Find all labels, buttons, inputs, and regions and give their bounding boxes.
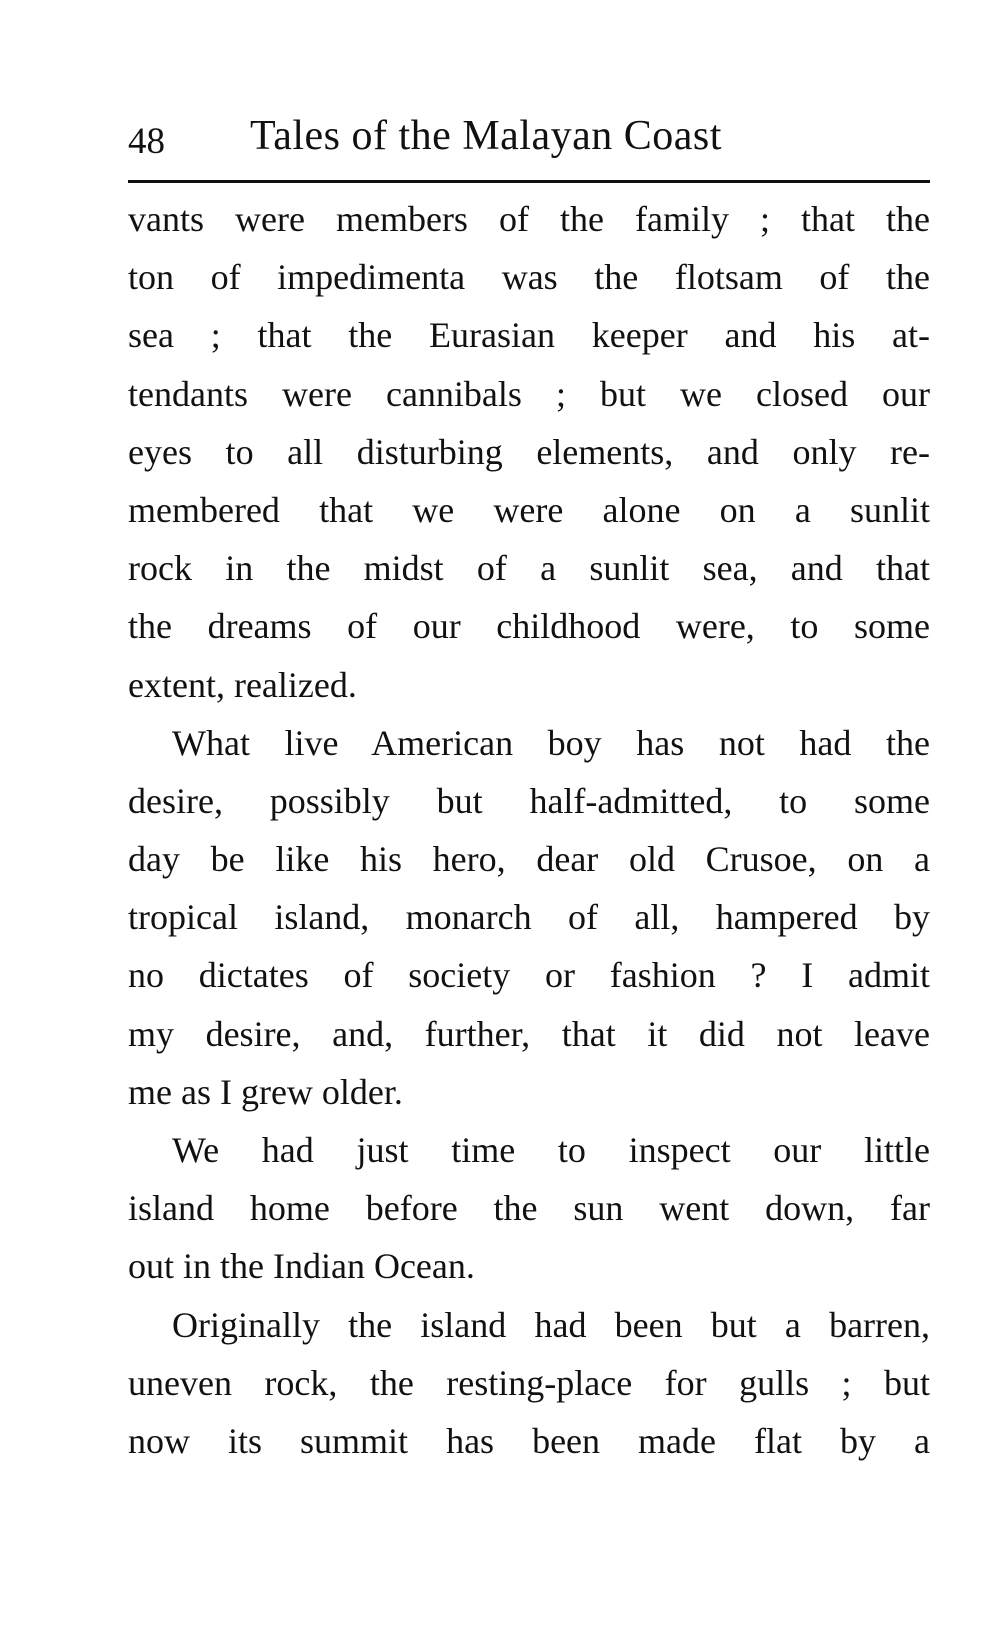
text-line: no dictates of society or fashion ? I admit — [128, 955, 930, 996]
text-line: day be like his hero, dear old Crusoe, on a — [128, 839, 930, 880]
paragraph — [128, 1296, 930, 1471]
text-line: now its summit has been made flat by a — [128, 1420, 930, 1461]
text-line: desire, possibly but half-admitted, to some — [128, 780, 930, 821]
paragraph — [128, 1121, 930, 1296]
text-line: out in the Indian Ocean. — [128, 1246, 475, 1287]
text-line: uneven rock, the resting-place for gulls ; but — [128, 1362, 930, 1403]
text-line: membered that we were alone on a sunlit — [128, 489, 930, 530]
text-line: me as I grew older. — [128, 1071, 403, 1112]
text-line: extent, realized. — [128, 664, 357, 705]
text-line: tropical island, monarch of all, hampered by — [128, 897, 930, 938]
body-text — [128, 190, 930, 1470]
text-line: vants were members of the family ; that the — [128, 199, 930, 239]
text-line: sea ; that the Eurasian keeper and his at- — [128, 315, 930, 356]
text-line: island home before the sun went down, far — [128, 1188, 930, 1229]
paragraph — [128, 190, 930, 714]
running-head — [128, 106, 930, 166]
running-title: Tales of the Malayan Coast — [250, 113, 722, 159]
text-line: tendants were cannibals ; but we closed our — [128, 373, 930, 414]
paragraph — [128, 714, 930, 1121]
text-line: We had just time to inspect our little — [172, 1130, 930, 1170]
page-number: 48 — [128, 121, 165, 162]
text-line: ton of impedimenta was the flotsam of the — [128, 257, 930, 298]
header-rule — [128, 180, 930, 183]
text-line: the dreams of our childhood were, to some — [128, 606, 930, 647]
text-line: eyes to all disturbing elements, and only re- — [128, 431, 930, 472]
text-line: What live American boy has not had the — [172, 722, 930, 763]
text-line: Originally the island had been but a barren, — [172, 1304, 930, 1345]
text-line: rock in the midst of a sunlit sea, and that — [128, 548, 930, 589]
text-line: my desire, and, further, that it did not leave — [128, 1013, 930, 1054]
